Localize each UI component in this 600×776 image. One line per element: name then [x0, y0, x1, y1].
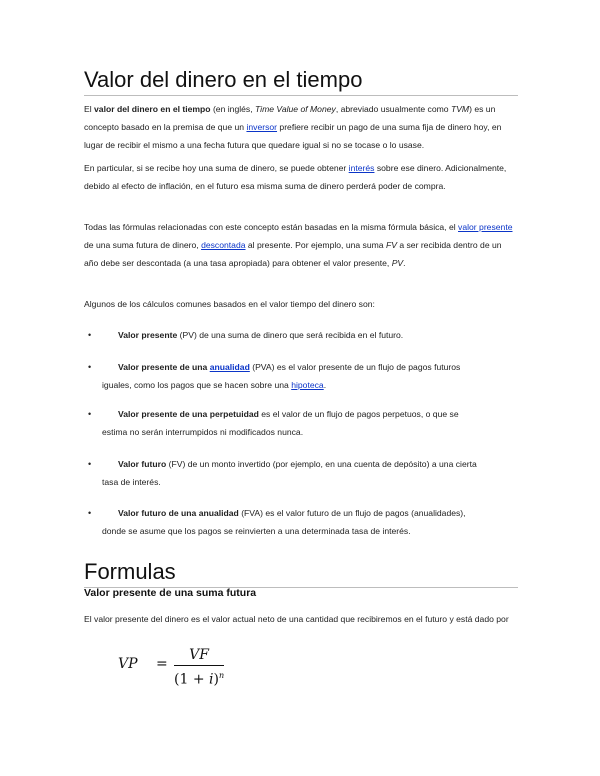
text: (en inglés,: [210, 104, 255, 114]
subsection-heading: Valor presente de una suma futura: [84, 587, 257, 599]
intro-paragraph-1: [84, 100, 518, 154]
text: es el valor de un flujo de pagos perpetuos, o que se: [258, 409, 459, 419]
text: , abreviado usualmente como: [335, 104, 451, 114]
link-inversor[interactable]: inversor: [246, 122, 278, 132]
italic-term: TVM: [450, 104, 470, 114]
bullet-icon: •: [88, 459, 92, 469]
fraction-bar: [174, 665, 224, 666]
text: sobre ese dinero. Adicionalmente, debido al efecto de inflación, en el futuro esa misma suma de dinero perderá poder de compra.: [84, 163, 507, 191]
text: Todas las fórmulas relacionadas con este concepto están basadas en la misma fórmula básica, el: [84, 222, 459, 232]
formula-fraction: [174, 646, 224, 689]
formula-denominator: [174, 667, 224, 689]
page-title: Valor del dinero en el tiempo: [84, 66, 518, 96]
text: iguales, como los pagos que se hacen sobre una: [102, 380, 292, 390]
bullet-icon: •: [88, 330, 92, 340]
bold-term: Valor futuro: [118, 459, 167, 469]
text: (PVA) es el valor presente de un flujo de pagos futuros: [249, 362, 461, 372]
list-item-text: [118, 455, 518, 473]
text: prefiere recibir un pago de una suma fija de dinero hoy, en lugar de recibir el mismo a una fecha futura que quedare igual si no se tocase o lo usase.: [84, 122, 502, 150]
formula-variable: i: [209, 671, 214, 688]
formula-numerator: VF: [189, 647, 209, 663]
bold-term: Valor presente: [118, 330, 178, 340]
formula-intro: El valor presente del dinero es el valor actual neto de una cantidad que recibiremos en el futuro y está dado por: [84, 614, 509, 624]
list-item-continuation: [102, 376, 518, 394]
bullet-icon: •: [88, 362, 92, 372]
bold-term: Valor presente de una: [118, 362, 210, 372]
text: (FV) de un monto invertido (por ejemplo, en una cuenta de depósito) a una cierta: [166, 459, 477, 469]
text: .: [323, 380, 327, 390]
intro-paragraph-3: [84, 218, 518, 272]
text: (1 +: [174, 671, 209, 688]
bold-term: valor del dinero en el tiempo: [94, 104, 211, 114]
text: (FVA) es el valor futuro de un flujo de pagos (anualidades),: [238, 508, 466, 518]
formula-lhs: VP: [118, 656, 138, 672]
text: ): [213, 671, 219, 688]
intro-paragraph-2: [84, 159, 518, 195]
bold-term: Valor presente de una perpetuidad: [118, 409, 259, 419]
italic-term: Time Value of Money: [255, 104, 336, 114]
text: .: [403, 258, 406, 268]
text: a ser recibida dentro de un año debe ser descontada (a una tasa apropiada) para obtener el valor presente,: [84, 240, 502, 268]
list-item-continuation: estima no serán interrumpidos ni modificados nunca.: [102, 427, 304, 437]
text: de una suma futura de dinero,: [84, 240, 202, 250]
link-hipoteca[interactable]: hipoteca: [291, 380, 324, 390]
bullet-icon: •: [88, 409, 92, 419]
text: ) es un concepto basado en la premisa de que un: [84, 104, 496, 132]
text: En particular, si se recibe hoy una suma de dinero, se puede obtener: [84, 163, 349, 173]
link-valor-presente[interactable]: valor presente: [458, 222, 513, 232]
formula-exponent: n: [218, 671, 225, 680]
formula-equals: =: [156, 656, 168, 672]
list-item-continuation: donde se asume que los pagos se reinvierten a una determinada tasa de interés.: [102, 526, 411, 536]
section-heading-formulas: Formulas: [84, 558, 518, 588]
link-interes[interactable]: interés: [348, 163, 375, 173]
bullet-icon: •: [88, 508, 92, 518]
text: (PV) de una suma de dinero que será recibida en el futuro.: [177, 330, 404, 340]
list-item-continuation: tasa de interés.: [102, 477, 161, 487]
list-item-text: [118, 358, 518, 376]
link-descontada[interactable]: descontada: [201, 240, 246, 250]
intro-paragraph-4: Algunos de los cálculos comunes basados en el valor tiempo del dinero son:: [84, 299, 375, 309]
list-item-text: [118, 326, 518, 344]
text: al presente. Por ejemplo, una suma: [245, 240, 386, 250]
bold-term: Valor futuro de una anualidad: [118, 508, 239, 518]
link-anualidad[interactable]: anualidad: [209, 362, 250, 372]
italic-term: FV: [385, 240, 397, 250]
list-item-text: [118, 405, 518, 423]
text: El: [84, 104, 95, 114]
list-item-text: [118, 504, 518, 522]
italic-term: PV: [391, 258, 404, 268]
